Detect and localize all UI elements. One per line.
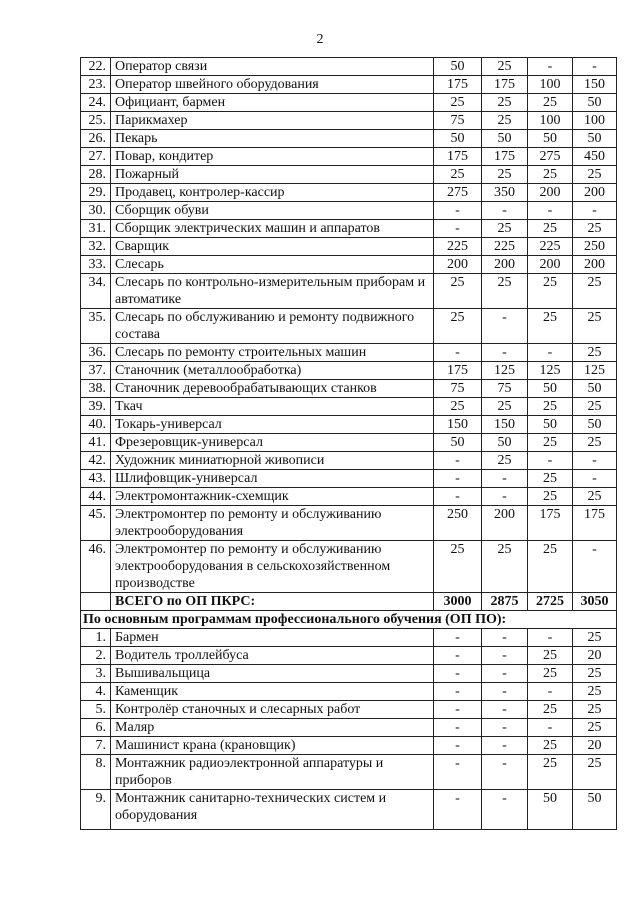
enrollment-value: - [573,452,617,470]
row-number: 36. [81,344,111,362]
enrollment-value: 25 [482,398,528,416]
enrollment-value: 25 [528,220,573,238]
enrollment-value: 25 [482,166,528,184]
profession-name: Фрезеровщик-универсал [111,434,434,452]
enrollment-value: - [528,719,573,737]
profession-name: Официант, бармен [111,94,434,112]
enrollment-value: 125 [528,362,573,380]
enrollment-value: 25 [573,488,617,506]
table-row [81,380,617,398]
enrollment-value: 25 [528,737,573,755]
enrollment-value: 250 [573,238,617,256]
enrollment-value: 20 [573,647,617,665]
profession-name: Маляр [111,719,434,737]
enrollment-value: 25 [573,398,617,416]
enrollment-value: 50 [528,416,573,434]
profession-name: Электромонтер по ремонту и обслуживанию электрооборудования [111,506,434,541]
enrollment-value: 200 [482,506,528,541]
profession-name: Слесарь [111,256,434,274]
row-number: 34. [81,274,111,309]
row-number: 29. [81,184,111,202]
row-number: 35. [81,309,111,344]
enrollment-value: - [482,647,528,665]
enrollment-value: 150 [482,416,528,434]
total-value: 3000 [434,593,482,611]
table-row [81,629,617,647]
enrollment-value: 50 [573,790,617,830]
enrollment-value: 175 [573,506,617,541]
table-row [81,506,617,541]
profession-name: Слесарь по контрольно-измерительным приборам и автоматике [111,274,434,309]
table-row [81,344,617,362]
enrollment-value: 25 [434,309,482,344]
enrollment-value: - [573,470,617,488]
total-row [81,593,617,611]
table-row [81,398,617,416]
total-value: 2875 [482,593,528,611]
profession-name: Оператор связи [111,58,434,76]
enrollment-value: 25 [573,309,617,344]
profession-name: Ткач [111,398,434,416]
table-row [81,130,617,148]
enrollment-value: - [528,629,573,647]
table-row [81,202,617,220]
profession-name: Станочник (металлообработка) [111,362,434,380]
enrollment-value: 25 [573,629,617,647]
row-number: 24. [81,94,111,112]
enrollment-value: 50 [573,130,617,148]
enrollment-value: 275 [434,184,482,202]
enrollment-value: 25 [528,647,573,665]
enrollment-value: 25 [528,541,573,593]
table-row [81,665,617,683]
table-row [81,274,617,309]
row-number: 42. [81,452,111,470]
row-number: 39. [81,398,111,416]
table-row [81,76,617,94]
table-row [81,309,617,344]
total-value: 2725 [528,593,573,611]
enrollment-value: 25 [528,470,573,488]
enrollment-value: 200 [528,184,573,202]
enrollment-value: 25 [573,434,617,452]
profession-name: Контролёр станочных и слесарных работ [111,701,434,719]
enrollment-value: - [482,309,528,344]
enrollment-value: 25 [528,309,573,344]
enrollment-value: 25 [482,452,528,470]
profession-name: Сборщик обуви [111,202,434,220]
row-number: 30. [81,202,111,220]
page-number: 2 [316,32,324,47]
enrollment-value: 25 [528,755,573,790]
row-number: 7. [81,737,111,755]
enrollment-value: - [434,755,482,790]
profession-name: Вышивальщица [111,665,434,683]
table-row [81,683,617,701]
enrollment-value: 25 [482,274,528,309]
enrollment-value: 25 [573,344,617,362]
enrollment-value: - [528,683,573,701]
row-number: 37. [81,362,111,380]
enrollment-value: - [434,344,482,362]
row-number: 26. [81,130,111,148]
enrollment-value: 25 [528,274,573,309]
table-row [81,737,617,755]
enrollment-value: 175 [434,76,482,94]
row-number: 4. [81,683,111,701]
enrollment-value: 25 [573,166,617,184]
enrollment-value: 25 [482,220,528,238]
enrollment-value: - [482,790,528,830]
table-row [81,488,617,506]
enrollment-value: - [482,701,528,719]
row-number: 25. [81,112,111,130]
enrollment-value: 25 [528,665,573,683]
enrollment-value: 25 [528,701,573,719]
total-label: ВСЕГО по ОП ПКРС: [111,593,434,611]
enrollment-value: 25 [434,398,482,416]
enrollment-value: - [482,737,528,755]
table-row [81,790,617,830]
table-row [81,94,617,112]
profession-name: Бармен [111,629,434,647]
row-number: 9. [81,790,111,830]
enrollment-value: 50 [434,58,482,76]
profession-name: Каменщик [111,683,434,701]
enrollment-value: - [482,470,528,488]
enrollment-value: - [434,665,482,683]
profession-name: Парикмахер [111,112,434,130]
profession-name: Сварщик [111,238,434,256]
enrollment-value: 450 [573,148,617,166]
row-number: 41. [81,434,111,452]
enrollment-value: 25 [573,701,617,719]
table-row [81,755,617,790]
table-row [81,719,617,737]
enrollment-value: 25 [573,274,617,309]
row-number: 45. [81,506,111,541]
enrollment-value: 25 [528,166,573,184]
enrollment-value: 20 [573,737,617,755]
enrollment-value: - [434,647,482,665]
profession-name: Электромонтажник-схемщик [111,488,434,506]
profession-name: Оператор швейного оборудования [111,76,434,94]
profession-name: Монтажник санитарно-технических систем и оборудования [111,790,434,830]
enrollment-value: - [482,629,528,647]
enrollment-table [80,57,617,830]
row-number: 1. [81,629,111,647]
table-row [81,701,617,719]
enrollment-value: 175 [434,362,482,380]
profession-name: Шлифовщик-универсал [111,470,434,488]
table-row [81,434,617,452]
enrollment-value: - [573,58,617,76]
enrollment-value: 200 [573,184,617,202]
enrollment-value: 100 [528,76,573,94]
enrollment-value: - [482,665,528,683]
enrollment-value: 50 [528,130,573,148]
enrollment-value: 225 [528,238,573,256]
enrollment-value: - [434,737,482,755]
enrollment-value: 25 [434,166,482,184]
profession-name: Водитель троллейбуса [111,647,434,665]
enrollment-value: 25 [528,434,573,452]
enrollment-value: - [482,488,528,506]
enrollment-value: - [434,452,482,470]
enrollment-value: 175 [482,148,528,166]
profession-name: Слесарь по обслуживанию и ремонту подвижного состава [111,309,434,344]
enrollment-value: 350 [482,184,528,202]
enrollment-value: 25 [573,719,617,737]
enrollment-value: 25 [482,112,528,130]
enrollment-value: 50 [482,434,528,452]
enrollment-value: 50 [434,434,482,452]
enrollment-value: 25 [434,541,482,593]
enrollment-value: - [434,488,482,506]
enrollment-value: 100 [528,112,573,130]
enrollment-value: 100 [573,112,617,130]
enrollment-value: 200 [482,256,528,274]
profession-name: Повар, кондитер [111,148,434,166]
row-number: 38. [81,380,111,398]
enrollment-value: - [482,683,528,701]
enrollment-value: 125 [482,362,528,380]
profession-name: Станочник деревообрабатывающих станков [111,380,434,398]
enrollment-value: 25 [573,683,617,701]
profession-name: Электромонтер по ремонту и обслуживанию электрооборудования в сельскохозяйственном производстве [111,541,434,593]
table-row [81,541,617,593]
enrollment-value: 225 [434,238,482,256]
section-header-row [81,611,617,629]
enrollment-value: 50 [434,130,482,148]
enrollment-value: - [434,701,482,719]
enrollment-value: - [528,202,573,220]
enrollment-value: 50 [573,416,617,434]
table-row [81,166,617,184]
enrollment-value: 150 [573,76,617,94]
profession-name: Пожарный [111,166,434,184]
row-number: 27. [81,148,111,166]
row-number: 46. [81,541,111,593]
row-number: 28. [81,166,111,184]
enrollment-value: 125 [573,362,617,380]
enrollment-value: - [434,629,482,647]
row-number: 40. [81,416,111,434]
profession-name: Продавец, контролер-кассир [111,184,434,202]
enrollment-value: 50 [528,380,573,398]
section-title: По основным программам профессионального обучения (ОП ПО): [81,611,617,629]
enrollment-value: 150 [434,416,482,434]
profession-name: Токарь-универсал [111,416,434,434]
enrollment-value: 50 [573,94,617,112]
row-number: 5. [81,701,111,719]
table-row [81,148,617,166]
table-row [81,58,617,76]
enrollment-value: 25 [573,220,617,238]
enrollment-value: 175 [528,506,573,541]
enrollment-value: 225 [482,238,528,256]
table-row [81,238,617,256]
enrollment-value: 75 [482,380,528,398]
profession-name: Сборщик электрических машин и аппаратов [111,220,434,238]
enrollment-value: 200 [434,256,482,274]
enrollment-value: 250 [434,506,482,541]
enrollment-value: 25 [434,274,482,309]
enrollment-value: 25 [528,94,573,112]
profession-name: Художник миниатюрной живописи [111,452,434,470]
enrollment-value: 25 [482,541,528,593]
enrollment-value: 25 [482,58,528,76]
table-row [81,220,617,238]
enrollment-value: - [573,541,617,593]
row-number: 31. [81,220,111,238]
enrollment-value: 200 [528,256,573,274]
enrollment-value: 25 [528,488,573,506]
row-number: 23. [81,76,111,94]
enrollment-value: 50 [573,380,617,398]
enrollment-value: - [573,202,617,220]
enrollment-value: - [434,202,482,220]
enrollment-value: 25 [573,665,617,683]
table-row [81,256,617,274]
enrollment-value: - [528,344,573,362]
enrollment-value: 50 [482,130,528,148]
enrollment-value: - [528,452,573,470]
enrollment-value: - [434,470,482,488]
enrollment-value: - [434,719,482,737]
enrollment-value: - [528,58,573,76]
row-number: 43. [81,470,111,488]
row-number: 33. [81,256,111,274]
row-number: 8. [81,755,111,790]
row-number: 22. [81,58,111,76]
profession-name: Слесарь по ремонту строительных машин [111,344,434,362]
table-row [81,416,617,434]
enrollment-value: 75 [434,112,482,130]
enrollment-value: - [482,719,528,737]
enrollment-value: - [434,683,482,701]
row-number: 32. [81,238,111,256]
table-row [81,470,617,488]
enrollment-value: - [482,202,528,220]
row-number: 3. [81,665,111,683]
enrollment-value: 175 [434,148,482,166]
enrollment-value: 200 [573,256,617,274]
enrollment-value: 275 [528,148,573,166]
enrollment-value: - [434,790,482,830]
table-row [81,362,617,380]
enrollment-value: 175 [482,76,528,94]
enrollment-value: - [482,344,528,362]
enrollment-value: - [482,755,528,790]
row-number: 44. [81,488,111,506]
enrollment-value: 25 [573,755,617,790]
profession-name: Монтажник радиоэлектронной аппаратуры и приборов [111,755,434,790]
total-value: 3050 [573,593,617,611]
row-number: 2. [81,647,111,665]
enrollment-value: 50 [528,790,573,830]
enrollment-value: 75 [434,380,482,398]
enrollment-value: 25 [482,94,528,112]
enrollment-value: 25 [434,94,482,112]
profession-name: Пекарь [111,130,434,148]
table-row [81,452,617,470]
table-row [81,112,617,130]
enrollment-value: - [434,220,482,238]
table-row [81,647,617,665]
table-row [81,184,617,202]
row-number: 6. [81,719,111,737]
profession-name: Машинист крана (крановщик) [111,737,434,755]
enrollment-value: 25 [528,398,573,416]
